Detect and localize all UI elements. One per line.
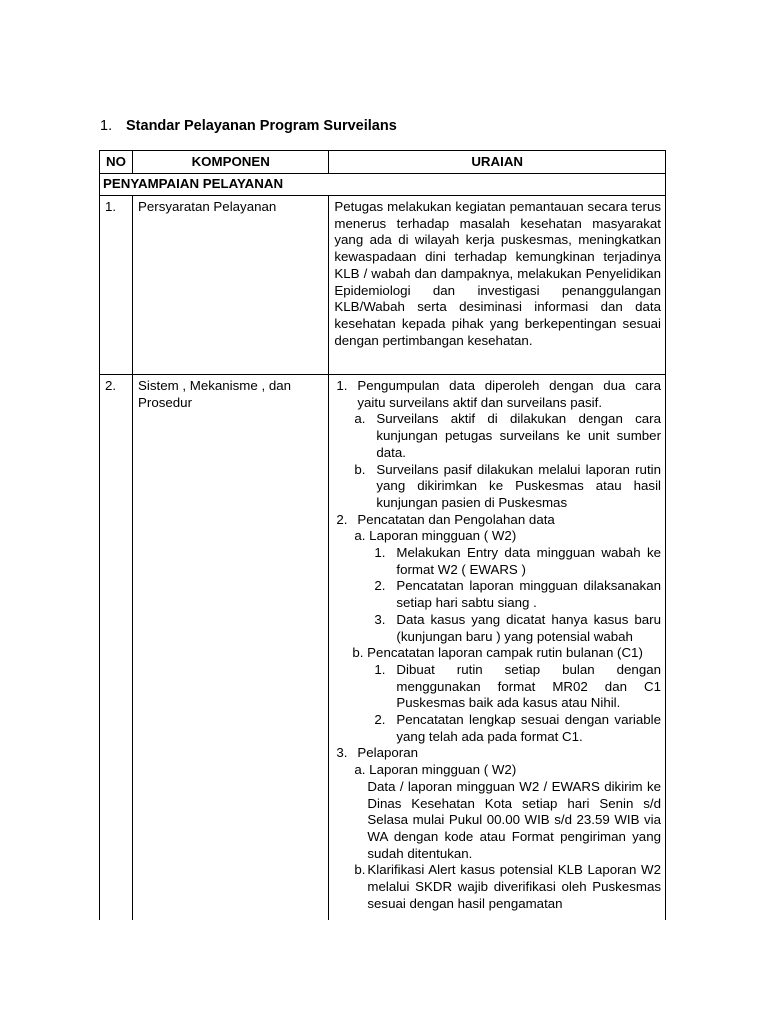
heading-number: 1. — [100, 118, 113, 134]
list-item: 2. Pencatatan lengkap sesuai dengan variable yang telah ada pada format C1. — [374, 712, 661, 744]
list-item-body: Data / laporan mingguan W2 / EWARS dikirim ke Dinas Kesehatan Kota setiap hari Senin s/d Selasa mulai Pukul 00.00 WIB s/d 23.59 WIB via WA dengan kode atau Format pengiriman yang sudah ditentukan. — [367, 778, 661, 861]
row-number: 2. — [100, 375, 133, 921]
list-item: 2. Pencatatan laporan mingguan dilaksanakan setiap hari sabtu siang . — [374, 578, 661, 611]
table-row — [100, 375, 666, 921]
heading-title: Standar Pelayanan Program Surveilans — [126, 118, 397, 134]
list-item: a. Surveilans aktif di dilakukan dengan cara kunjungan petugas surveilans ke unit sumber data. — [354, 411, 661, 460]
list-item: 2. Pencatatan dan Pengolahan data — [336, 511, 555, 527]
row-uraian — [329, 375, 666, 921]
list-item: a. Laporan mingguan ( W2) — [354, 528, 517, 544]
header-komponen: KOMPONEN — [133, 151, 329, 174]
row-komponen: Sistem , Mekanisme , dan Prosedur — [133, 375, 329, 921]
list-item: b. Pencatatan laporan campak rutin bulanan (C1) — [352, 645, 643, 661]
list-item: 3. Data kasus yang dicatat hanya kasus baru (kunjungan baru ) yang potensial wabah — [374, 611, 661, 644]
list-item: 1. Pengumpulan data diperoleh dengan dua cara yaitu surveilans aktif dan surveilans pasif. — [336, 378, 661, 410]
list-item: b. Klarifikasi Alert kasus potensial KLB Laporan W2 melalui SKDR wajib diverifikasi oleh Puskesmas sesuai dengan hasil pengamatan — [354, 862, 661, 911]
section-title: PENYAMPAIAN PELAYANAN — [100, 174, 666, 196]
service-standard-table — [99, 150, 666, 920]
document-heading — [100, 117, 397, 135]
row-uraian: Petugas melakukan kegiatan pemantauan secara terus menerus terhadap masalah kesehatan masyarakat yang ada di wilayah kerja puskesmas, meningkatkan kewaspadaan dini terhadap kemungkinan terjadinya KLB / wabah dan dampaknya, melakukan Penyelidikan Epidemiologi dan investigasi penanggulangan KLB/Wabah serta desiminasi informasi dan data kesehatan kepada pihak yang berkepentingan sesuai dengan pertimbangan kesehatan. — [329, 196, 666, 375]
list-item: 1. Melakukan Entry data mingguan wabah ke format W2 ( EWARS ) — [374, 545, 661, 577]
table-header-row — [100, 151, 666, 174]
section-row — [100, 174, 666, 196]
list-item: b. Surveilans pasif dilakukan melalui laporan rutin yang dikirimkan ke Puskesmas atau hasil kunjungan pasien di Puskesmas — [354, 461, 661, 510]
list-item: 3. Pelaporan — [336, 745, 419, 761]
list-item: a. Laporan mingguan ( W2) — [354, 762, 517, 778]
list-item: 1. Dibuat rutin setiap bulan dengan menggunakan format MR02 dan C1 Puskesmas baik ada kasus atau Nihil. — [374, 661, 661, 711]
header-no: NO — [100, 151, 133, 174]
table-row — [100, 196, 666, 375]
row-komponen: Persyaratan Pelayanan — [133, 196, 329, 375]
row-number: 1. — [100, 196, 133, 375]
header-uraian: URAIAN — [329, 151, 666, 174]
